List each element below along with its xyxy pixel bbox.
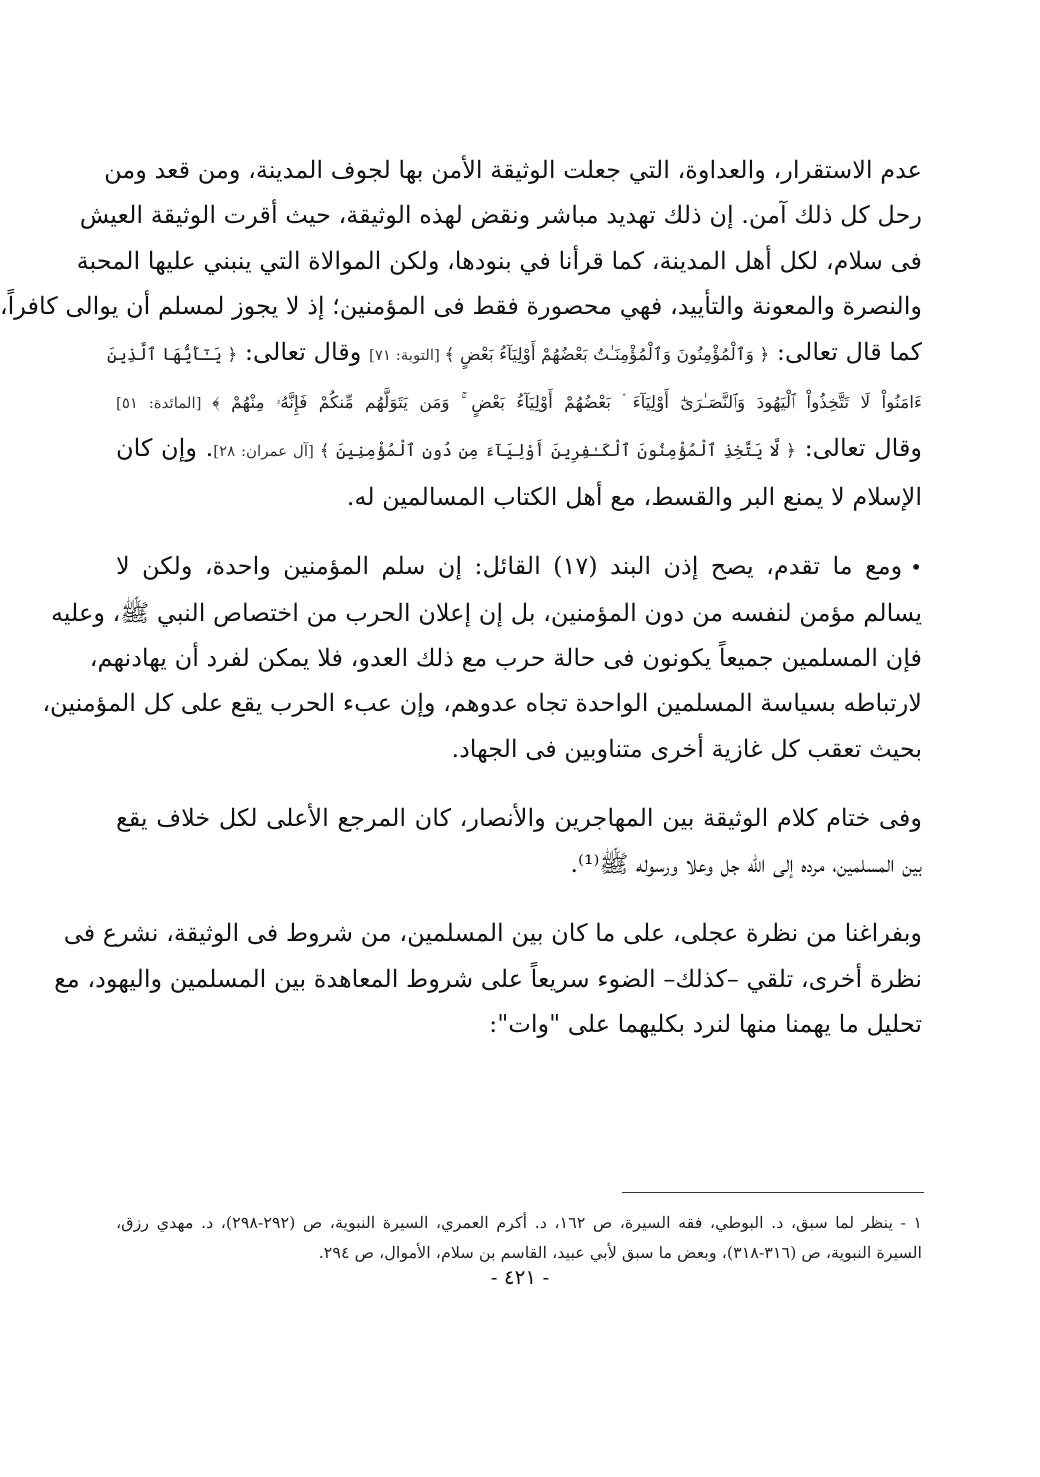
quran-verse: ﴿ يَـٰٓأَيُّهَا ٱلَّذِينَ	[106, 344, 238, 365]
text-line: فإن المسلمين جميعاً يكونون فى حالة حرب مع ذلك العدو، فلا يمكن لفرد أن يهادنهم،	[89, 644, 922, 673]
quran-intro: وقال تعالى:	[237, 337, 369, 366]
text-line: والنصرة والمعونة والتأييد، فهي محصورة فقط فى المؤمنين؛ إذ لا يجوز لمسلم أن يوالى كافراً،	[0, 292, 922, 321]
bullet-icon: •	[910, 555, 923, 580]
footnote-line: السيرة النبوية، ص (٣١٦-٣١٨)، وبعض ما سبق لأبي عبيد، القاسم بن سلام، الأموال، ص ٢٩٤.	[318, 1243, 922, 1262]
text-line: تحليل ما يهمنا منها لنرد بكليهما على "وات":	[489, 1009, 922, 1038]
paragraph-1	[0, 148, 923, 520]
paragraph-4	[54, 911, 922, 1047]
paragraph-3	[116, 796, 922, 887]
quran-verse: ﴿ لَّا يَتَّخِذِ ٱلْمُؤْمِنُونَ ٱلْكَـٰفِرِينَ أَوْلِيَآءَ مِن دُونِ ٱلْمُؤْمِنِينَ ﴾	[319, 441, 796, 462]
footnote-line: ١ - ينظر لما سبق، د. البوطي، فقه السيرة، ص ١٦٢، د. أكرم العمري، السيرة النبوية، ص (٢٩٢-٢٩٨)، د. مهدي رزق،	[116, 1213, 923, 1232]
quran-line-1	[106, 330, 922, 378]
text-line: لارتباطه بسياسة المسلمين الواحدة تجاه عدوهم، وإن عبء الحرب يقع على كل المؤمنين،	[42, 689, 922, 718]
text-line: وفى ختام كلام الوثيقة بين المهاجرين والأنصار، كان المرجع الأعلى لكل خلاف يقع	[116, 804, 922, 833]
quran-verse: ﴿ وَٱلْمُؤْمِنُونَ وَٱلْمُؤْمِنَـٰتُ بَعْضُهُمْ أَوْلِيَآءُ بَعْضٍ ﴾	[444, 344, 770, 365]
verse-reference: [المائدة: ٥١]	[116, 394, 213, 413]
text-line: وبفراغنا من نظرة عجلى، على ما كان بين المسلمين، من شروط فى الوثيقة، نشرع فى	[63, 919, 922, 948]
footnote-divider	[622, 1192, 924, 1193]
page-number: - ٤٢١ -	[490, 1265, 550, 1289]
quran-line-2	[116, 378, 922, 426]
footnote	[116, 1208, 922, 1268]
quran-intro: وقال تعالى:	[795, 434, 923, 463]
text-fragment: ومع ما تقدم، يصح إذن البند (١٧) القائل: إن سلم المؤمنين واحدة، ولكن لا	[116, 552, 903, 581]
quran-line-3	[116, 426, 922, 474]
paragraph-2	[42, 544, 923, 772]
verse-reference: [التوبة: ٧١]	[368, 345, 445, 364]
text-fragment: . وإن كان	[116, 434, 214, 463]
text-line: الإسلام لا يمنع البر والقسط، مع أهل الكتاب المسالمين له.	[346, 482, 922, 511]
quran-verse: ءَامَنُواْ لَا تَتَّخِذُواْ ٱلْيَهُودَ وَٱلنَّصَـٰرَىٰٓ أَوْلِيَآءَ ۘ بَعْضُهُمْ أَوْلِيَآءُ بَعْضٍ ۚ وَمَن يَتَوَلَّهُم مِّنكُمْ فَإِنَّهُۥ مِنْهُمْ ﴾	[212, 393, 922, 414]
text-line: عدم الاستقرار، والعداوة، التي جعلت الوثيقة الأمن بها لجوف المدينة، ومن قعد ومن	[104, 156, 922, 184]
body-text	[0, 148, 923, 1071]
text-line: نظرة أخرى، تلقي –كذلك– الضوء سريعاً على شروط المعاهدة بين المسلمين واليهود، مع	[54, 964, 922, 993]
text-line: رحل كل ذلك آمن. إن ذلك تهديد مباشر ونقض لهذه الوثيقة، حيث أقرت الوثيقة العيش	[79, 201, 922, 230]
text-line	[116, 544, 922, 590]
text-line: يسالم مؤمن لنفسه من دون المؤمنين، بل إن إعلان الحرب من اختصاص النبي ﷺ، وعليه	[50, 598, 922, 627]
text-line: بحيث تعقب كل غازية أخرى متناوبين فى الجهاد.	[451, 734, 922, 763]
quran-intro: كما قال تعالى:	[769, 337, 922, 366]
text-line: بين المسلمين، مرده إلى الله جل وعلا ورسوله ﷺ⁽¹⁾.	[570, 849, 922, 878]
text-line: فى سلام، لكل أهل المدينة، كما قرأنا في بنودها، ولكن الموالاة التي ينبني عليها المحبة	[76, 246, 922, 275]
verse-reference: [آل عمران: ٢٨]	[213, 442, 320, 461]
